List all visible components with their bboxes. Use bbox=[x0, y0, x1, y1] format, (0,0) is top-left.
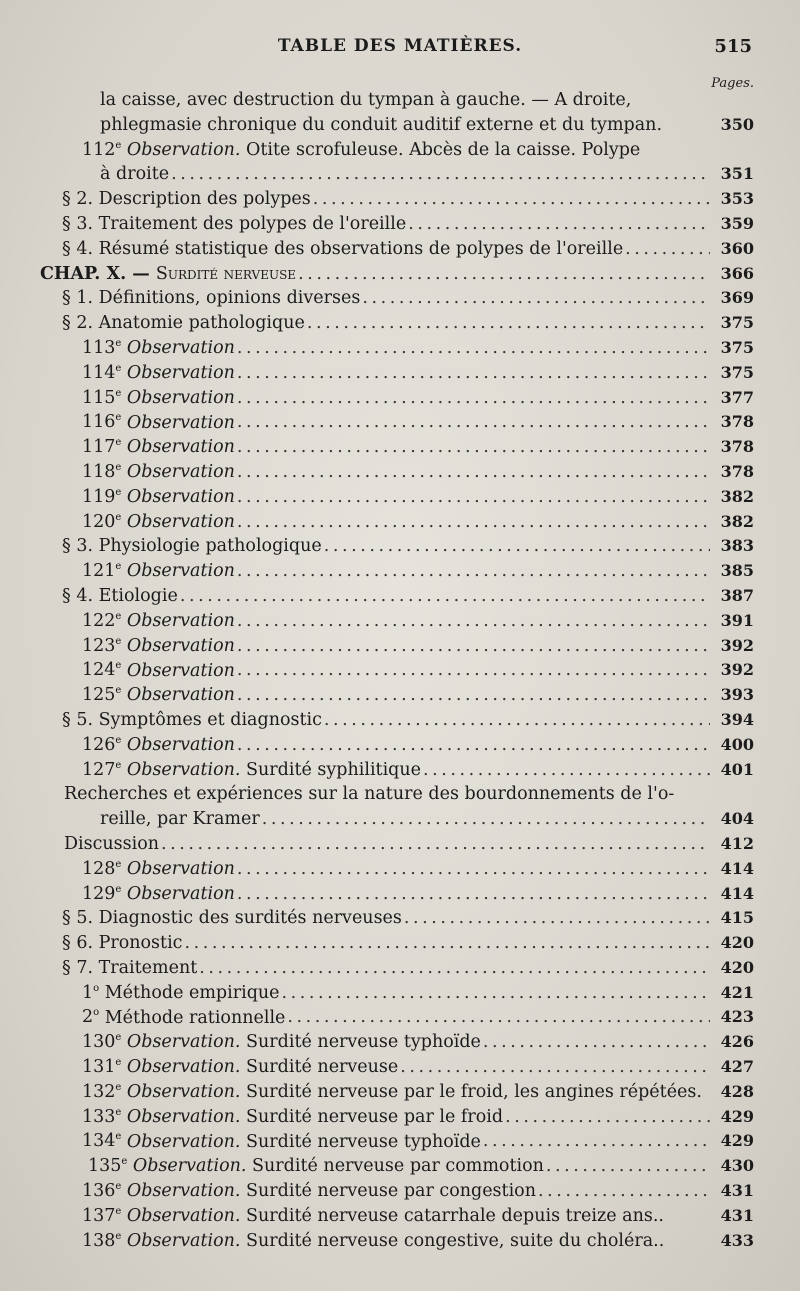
dot-leader bbox=[404, 906, 710, 931]
dot-leader bbox=[282, 981, 710, 1006]
entry-title: § 7. Traitement bbox=[62, 957, 198, 978]
entry-title: Surdité nerveuse typhoïde bbox=[240, 1131, 481, 1152]
observation-label: Observation bbox=[126, 660, 235, 681]
entry-page-number: 394 bbox=[720, 709, 754, 729]
entry-title: Méthode rationnelle bbox=[104, 1007, 286, 1028]
toc-entry-text bbox=[82, 679, 235, 708]
entry-page-number: 426 bbox=[720, 1032, 754, 1052]
entry-page-number: 377 bbox=[720, 387, 754, 407]
dot-leader bbox=[237, 435, 710, 460]
entry-title: Surdité nerveuse congestive, suite du choléra.. bbox=[240, 1230, 665, 1251]
observation-label: Observation bbox=[126, 685, 235, 706]
entry-title: § 1. Définitions, opinions diverses bbox=[62, 288, 361, 309]
entry-title: Otite scrofuleuse. Abcès de la caisse. Polype bbox=[240, 139, 641, 160]
observation-label: Observation. bbox=[126, 139, 241, 160]
entry-title: Surdité nerveuse par commotion bbox=[246, 1156, 544, 1177]
chapter-title: Surdité nerveuse bbox=[155, 263, 297, 284]
observation-number: 119e bbox=[82, 486, 122, 507]
dot-leader bbox=[324, 708, 710, 733]
toc-entry-text bbox=[64, 782, 674, 807]
dot-leader bbox=[546, 1154, 710, 1179]
entry-title: § 6. Pronostic bbox=[62, 933, 183, 954]
toc-entry-text bbox=[82, 555, 235, 584]
dot-leader bbox=[237, 410, 710, 435]
toc-entry-text bbox=[62, 286, 360, 311]
observation-number: 114e bbox=[82, 362, 122, 383]
dot-leader bbox=[237, 634, 710, 659]
entry-page-number: 414 bbox=[720, 883, 754, 903]
entry-page-number: 350 bbox=[720, 114, 754, 134]
observation-label: Observation. bbox=[126, 1032, 241, 1053]
entry-page-number: 404 bbox=[720, 809, 754, 829]
observation-number: 131e bbox=[82, 1057, 122, 1078]
toc-entry bbox=[0, 758, 800, 783]
observation-label: Observation bbox=[126, 437, 235, 458]
observation-number: 138e bbox=[82, 1230, 122, 1251]
observation-label: Observation. bbox=[126, 1106, 241, 1127]
entry-page-number: 378 bbox=[720, 437, 754, 457]
entry-page-number: 385 bbox=[720, 561, 754, 581]
toc-entry-text bbox=[62, 237, 623, 262]
entry-title: § 2. Description des polypes bbox=[62, 189, 311, 210]
entry-title: § 3. Physiologie pathologique bbox=[62, 536, 322, 557]
dot-leader bbox=[324, 534, 710, 559]
entry-page-number: 375 bbox=[720, 313, 754, 333]
entry-page-number: 431 bbox=[720, 1205, 754, 1225]
dot-leader bbox=[483, 1030, 710, 1055]
observation-number: 132e bbox=[82, 1081, 122, 1102]
entry-page-number: 359 bbox=[720, 213, 754, 233]
entry-title: § 2. Anatomie pathologique bbox=[62, 313, 305, 334]
dot-leader bbox=[313, 187, 710, 212]
observation-number: 124e bbox=[82, 660, 122, 681]
entry-title: § 5. Symptômes et diagnostic bbox=[62, 709, 322, 730]
dot-leader bbox=[161, 832, 710, 857]
entry-page-number: 415 bbox=[720, 908, 754, 928]
entry-page-number: 383 bbox=[720, 536, 754, 556]
observation-label: Observation. bbox=[126, 1181, 241, 1202]
observation-number: 115e bbox=[82, 387, 122, 408]
observation-label: Observation bbox=[126, 412, 235, 433]
entry-title: § 4. Etiologie bbox=[62, 585, 178, 606]
toc-entry bbox=[0, 510, 800, 535]
toc-entry bbox=[0, 1229, 800, 1254]
toc-entry-text bbox=[62, 906, 402, 931]
observation-number: 2$^o$ bbox=[82, 1007, 100, 1028]
toc-entry bbox=[0, 138, 800, 163]
observation-number: 130e bbox=[82, 1032, 122, 1053]
dot-leader bbox=[625, 237, 710, 262]
observation-number: 134e bbox=[82, 1131, 122, 1152]
dot-leader bbox=[237, 336, 710, 361]
toc-entry-text bbox=[62, 931, 182, 956]
toc-entry bbox=[0, 237, 800, 262]
observation-label: Observation bbox=[126, 635, 235, 656]
toc-entry-text bbox=[82, 134, 640, 163]
entry-page-number: 375 bbox=[720, 337, 754, 357]
entry-page-number: 392 bbox=[720, 635, 754, 655]
observation-label: Observation. bbox=[126, 1131, 241, 1152]
observation-label: Observation bbox=[126, 561, 235, 582]
observation-number: 113e bbox=[82, 337, 122, 358]
observation-number: 118e bbox=[82, 461, 122, 482]
entry-page-number: 351 bbox=[720, 164, 754, 184]
toc-entry-text bbox=[62, 187, 311, 212]
toc-entry bbox=[0, 683, 800, 708]
observation-number: 125e bbox=[82, 685, 122, 706]
entry-page-number: 387 bbox=[720, 585, 754, 605]
entry-page-number: 392 bbox=[720, 660, 754, 680]
toc-entry bbox=[0, 906, 800, 931]
entry-page-number: 375 bbox=[720, 362, 754, 382]
observation-label: Observation bbox=[126, 883, 235, 904]
observation-number: 122e bbox=[82, 610, 122, 631]
observation-label: Observation bbox=[126, 486, 235, 507]
dot-leader bbox=[423, 758, 710, 783]
dot-leader bbox=[408, 212, 710, 237]
entry-page-number: 391 bbox=[720, 610, 754, 630]
toc-entry bbox=[0, 286, 800, 311]
entry-page-number: 429 bbox=[720, 1131, 754, 1151]
observation-label: Observation bbox=[126, 362, 235, 383]
entry-page-number: 420 bbox=[720, 957, 754, 977]
entry-page-number: 382 bbox=[720, 486, 754, 506]
observation-number: 135e bbox=[88, 1156, 128, 1177]
observation-label: Observation. bbox=[126, 1057, 241, 1078]
toc-entry-text bbox=[82, 754, 421, 783]
toc-entry bbox=[0, 882, 800, 907]
toc-entry bbox=[0, 187, 800, 212]
toc-entry bbox=[0, 782, 800, 807]
dot-leader bbox=[237, 683, 710, 708]
running-title: TABLE DES MATIÈRES. bbox=[277, 36, 523, 56]
observation-label: Observation bbox=[126, 734, 235, 755]
observation-label: Observation bbox=[126, 337, 235, 358]
dot-leader bbox=[307, 311, 710, 336]
observation-label: Observation. bbox=[126, 1230, 241, 1251]
entry-title: Surdité nerveuse par congestion bbox=[240, 1181, 536, 1202]
dot-leader bbox=[237, 460, 710, 485]
observation-number: 121e bbox=[82, 561, 122, 582]
toc-entry-text bbox=[40, 262, 296, 287]
dot-leader bbox=[237, 857, 710, 882]
entry-page-number: 431 bbox=[720, 1181, 754, 1201]
observation-label: Observation bbox=[126, 511, 235, 532]
entry-page-number: 378 bbox=[720, 461, 754, 481]
observation-number: 129e bbox=[82, 883, 122, 904]
entry-page-number: 412 bbox=[720, 833, 754, 853]
entry-title: § 5. Diagnostic des surdités nerveuses bbox=[62, 908, 402, 929]
toc-entry bbox=[0, 931, 800, 956]
entry-title: Surdité nerveuse catarrhale depuis treize ans.. bbox=[240, 1205, 664, 1226]
entry-title: § 3. Traitement des polypes de l'oreille bbox=[62, 213, 407, 234]
entry-page-number: 421 bbox=[720, 982, 754, 1002]
table-of-contents bbox=[0, 88, 800, 1253]
entry-title: Surdité nerveuse bbox=[240, 1057, 399, 1078]
toc-entry bbox=[0, 262, 800, 287]
observation-number: 127e bbox=[82, 759, 122, 780]
dot-leader bbox=[362, 286, 710, 311]
entry-page-number: 393 bbox=[720, 685, 754, 705]
entry-title: § 4. Résumé statistique des observations de polypes de l'oreille bbox=[62, 238, 624, 259]
dot-leader bbox=[262, 807, 710, 832]
observation-number: 136e bbox=[82, 1181, 122, 1202]
toc-entry-text bbox=[62, 212, 406, 237]
dot-leader bbox=[237, 559, 710, 584]
observation-number: 120e bbox=[82, 511, 122, 532]
observation-label: Observation bbox=[126, 461, 235, 482]
dot-leader bbox=[180, 584, 710, 609]
observation-number: 123e bbox=[82, 635, 122, 656]
entry-page-number: 400 bbox=[720, 734, 754, 754]
entry-title: reille, par Kramer bbox=[100, 809, 260, 830]
observation-number: 126e bbox=[82, 734, 122, 755]
entry-title: Discussion bbox=[64, 833, 160, 854]
toc-entry bbox=[0, 212, 800, 237]
entry-title: Surdité nerveuse par le froid, les angines répétées. bbox=[240, 1081, 702, 1102]
dot-leader bbox=[237, 609, 710, 634]
entry-page-number: 414 bbox=[720, 858, 754, 878]
dot-leader bbox=[237, 386, 710, 411]
toc-entry-text bbox=[100, 162, 169, 187]
entry-title: Recherches et expériences sur la nature des bourdonnements de l'o- bbox=[64, 784, 675, 805]
dot-leader bbox=[298, 262, 710, 287]
entry-page-number: 423 bbox=[720, 1007, 754, 1027]
observation-number: 137e bbox=[82, 1205, 122, 1226]
entry-title: phlegmasie chronique du conduit auditif externe et du tympan. bbox=[100, 114, 663, 135]
observation-number: 116e bbox=[82, 412, 122, 433]
observation-label: Observation bbox=[126, 387, 235, 408]
toc-entry-text bbox=[82, 506, 235, 535]
toc-entry-text bbox=[82, 1225, 664, 1254]
observation-number: 1$^o$ bbox=[82, 982, 100, 1003]
entry-page-number: 353 bbox=[720, 189, 754, 209]
entry-title: Surdité nerveuse par le froid bbox=[240, 1106, 504, 1127]
entry-page-number: 428 bbox=[720, 1081, 754, 1101]
observation-number: 133e bbox=[82, 1106, 122, 1127]
dot-leader bbox=[171, 162, 710, 187]
chapter-label: CHAP. X. — bbox=[40, 263, 156, 284]
observation-number: 128e bbox=[82, 858, 122, 879]
dot-leader bbox=[505, 1105, 710, 1130]
entry-title: la caisse, avec destruction du tympan à gauche. — A droite, bbox=[100, 90, 632, 110]
entry-title: Surdité syphilitique bbox=[240, 759, 422, 780]
toc-entry-text bbox=[82, 878, 235, 907]
page-number: 515 bbox=[714, 36, 752, 57]
toc-entry bbox=[0, 88, 800, 113]
toc-entry bbox=[0, 162, 800, 187]
observation-number: 117e bbox=[82, 437, 122, 458]
entry-title: Surdité nerveuse typhoïde bbox=[240, 1032, 481, 1053]
observation-label: Observation. bbox=[126, 1205, 241, 1226]
toc-entry-text bbox=[100, 88, 631, 113]
dot-leader bbox=[237, 658, 710, 683]
dot-leader bbox=[184, 931, 710, 956]
entry-page-number: 427 bbox=[720, 1057, 754, 1077]
entry-page-number: 420 bbox=[720, 933, 754, 953]
entry-page-number: 433 bbox=[720, 1230, 754, 1250]
observation-label: Observation bbox=[126, 610, 235, 631]
entry-title: à droite bbox=[100, 164, 170, 185]
toc-entry bbox=[0, 807, 800, 832]
dot-leader bbox=[237, 882, 710, 907]
entry-page-number: 366 bbox=[720, 263, 754, 283]
entry-page-number: 430 bbox=[720, 1156, 754, 1176]
observation-label: Observation. bbox=[132, 1156, 247, 1177]
observation-number: 112e bbox=[82, 139, 122, 160]
observation-label: Observation. bbox=[126, 1081, 241, 1102]
entry-page-number: 429 bbox=[720, 1106, 754, 1126]
dot-leader bbox=[237, 485, 710, 510]
entry-page-number: 382 bbox=[720, 511, 754, 531]
pages-column-label: Pages. bbox=[711, 76, 754, 91]
toc-entry-text bbox=[100, 807, 260, 832]
dot-leader bbox=[237, 361, 710, 386]
toc-entry bbox=[0, 559, 800, 584]
observation-label: Observation. bbox=[126, 759, 241, 780]
entry-title: Méthode empirique bbox=[104, 982, 280, 1003]
observation-label: Observation bbox=[126, 858, 235, 879]
running-head bbox=[0, 36, 800, 66]
entry-page-number: 401 bbox=[720, 759, 754, 779]
dot-leader bbox=[237, 510, 710, 535]
entry-page-number: 369 bbox=[720, 288, 754, 308]
entry-page-number: 360 bbox=[720, 238, 754, 258]
entry-page-number: 378 bbox=[720, 412, 754, 432]
